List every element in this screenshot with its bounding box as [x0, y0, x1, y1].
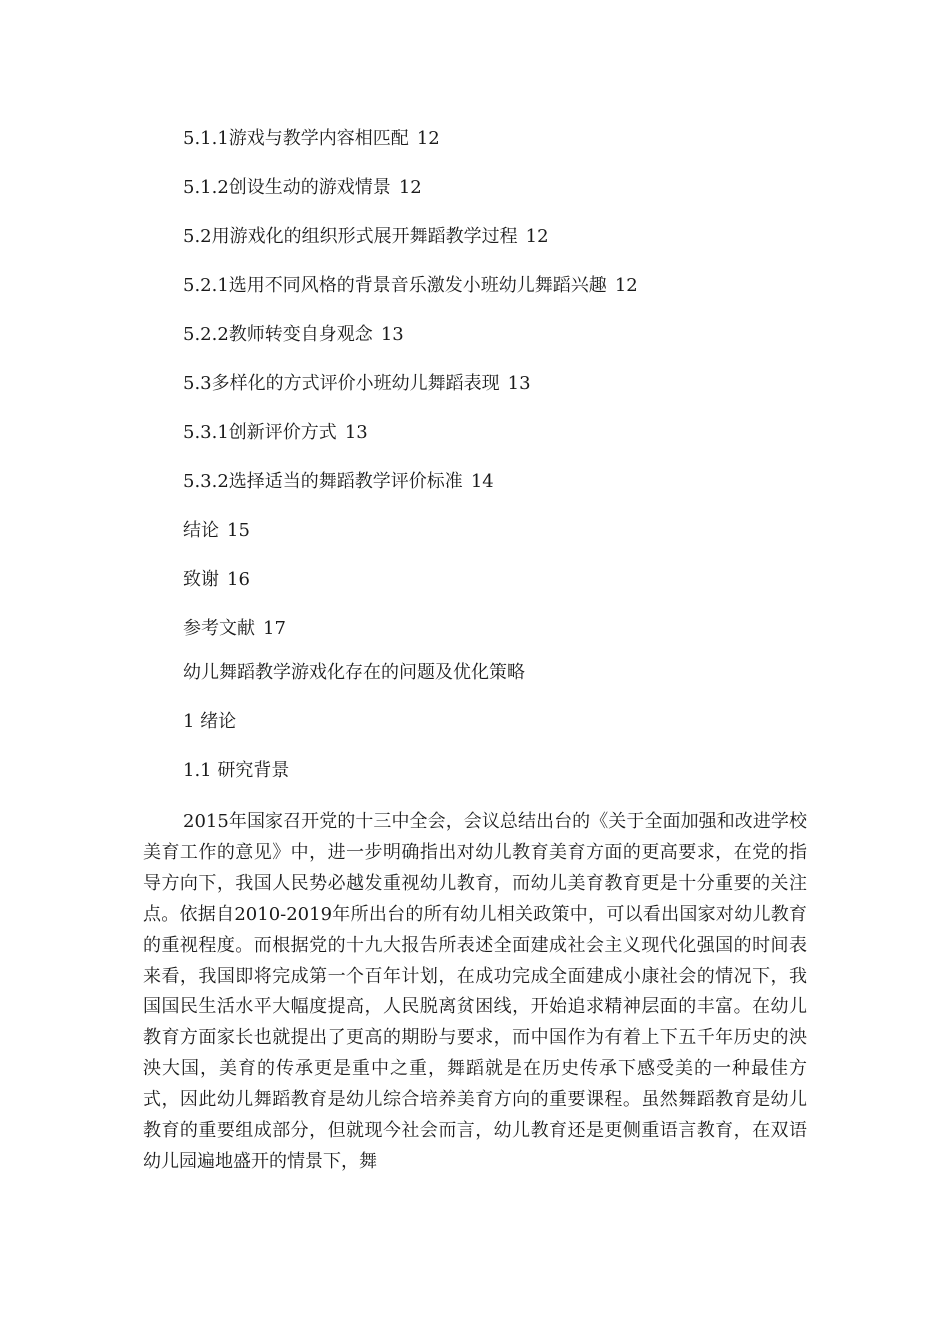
toc-entry [183, 271, 823, 320]
toc-entry-page: 15 [227, 520, 250, 541]
toc-entry-label: 致谢 [183, 569, 219, 590]
toc-entry [183, 614, 823, 663]
toc-entry-label: 5.2.1选用不同风格的背景音乐激发小班幼儿舞蹈兴趣 [183, 275, 607, 296]
toc-entry-label: 5.3.1创新评价方式 [183, 422, 337, 443]
toc-entry [183, 173, 823, 222]
toc-entry-page: 13 [344, 422, 368, 443]
toc-entry-page: 12 [398, 177, 422, 198]
toc-entry-page: 12 [614, 275, 638, 296]
body-paragraph: 2015年国家召开党的十三中全会，会议总结出台的《关于全面加强和改进学校美育工作的意见》中，进一步明确指出对幼儿教育美育方面的更高要求，在党的指导方向下，我国人民势必越发重视幼儿教育，而幼儿美育教育更是十分重要的关注点。依据自2010-2019年所出台的所有幼儿相关政策中，可以看出国家对幼儿教育的重视程度。而根据党的十九大报告所表述全面建成社会主义现代化强国的时间表来看，我国即将完成第一个百年计划，在成功完成全面建成小康社会的情况下，我国国民生活水平大幅度提高，人民脱离贫困线，开始追求精神层面的丰富。在幼儿教育方面家长也就提出了更高的期盼与要求，而中国作为有着上下五千年历史的泱泱大国，美育的传承更是重中之重，舞蹈就是在历史传承下感受美的一种最佳方式，因此幼儿舞蹈教育是幼儿综合培养美育方向的重要课程。虽然舞蹈教育是幼儿教育的重要组成部分，但就现今社会而言，幼儿教育还是更侧重语言教育，在双语幼儿园遍地盛开的情景下，舞 [143, 811, 807, 1172]
toc-entry-page: 13 [380, 324, 404, 345]
toc-entry-page: 13 [507, 373, 531, 394]
toc-entry [183, 320, 823, 369]
toc-entry-label: 参考文献 [183, 618, 255, 639]
toc-entry-page: 12 [416, 128, 440, 149]
toc-entry-page: 16 [227, 569, 250, 590]
subsection-heading: 1.1 研究背景 [183, 760, 290, 781]
toc-entry [183, 222, 823, 271]
toc-entry-label: 5.1.1游戏与教学内容相匹配 [183, 128, 409, 149]
document-headings [183, 658, 823, 805]
toc-entry [183, 124, 823, 173]
toc-entry [183, 565, 823, 614]
toc-entry [183, 369, 823, 418]
toc-entry-label: 5.2.2教师转变自身观念 [183, 324, 373, 345]
toc-entry [183, 418, 823, 467]
table-of-contents [183, 124, 823, 663]
section-heading: 1 绪论 [183, 711, 237, 732]
toc-entry-label: 5.3多样化的方式评价小班幼儿舞蹈表现 [183, 373, 500, 394]
toc-entry [183, 467, 823, 516]
toc-entry-page: 14 [470, 471, 494, 492]
toc-entry-label: 5.2用游戏化的组织形式展开舞蹈教学过程 [183, 226, 518, 247]
toc-entry-label: 5.1.2创设生动的游戏情景 [183, 177, 391, 198]
toc-entry-label: 结论 [183, 520, 219, 541]
toc-entry [183, 516, 823, 565]
toc-entry-label: 5.3.2选择适当的舞蹈教学评价标准 [183, 471, 463, 492]
toc-entry-page: 12 [525, 226, 549, 247]
document-title: 幼儿舞蹈教学游戏化存在的问题及优化策略 [183, 662, 525, 683]
toc-entry-page: 17 [263, 618, 286, 639]
